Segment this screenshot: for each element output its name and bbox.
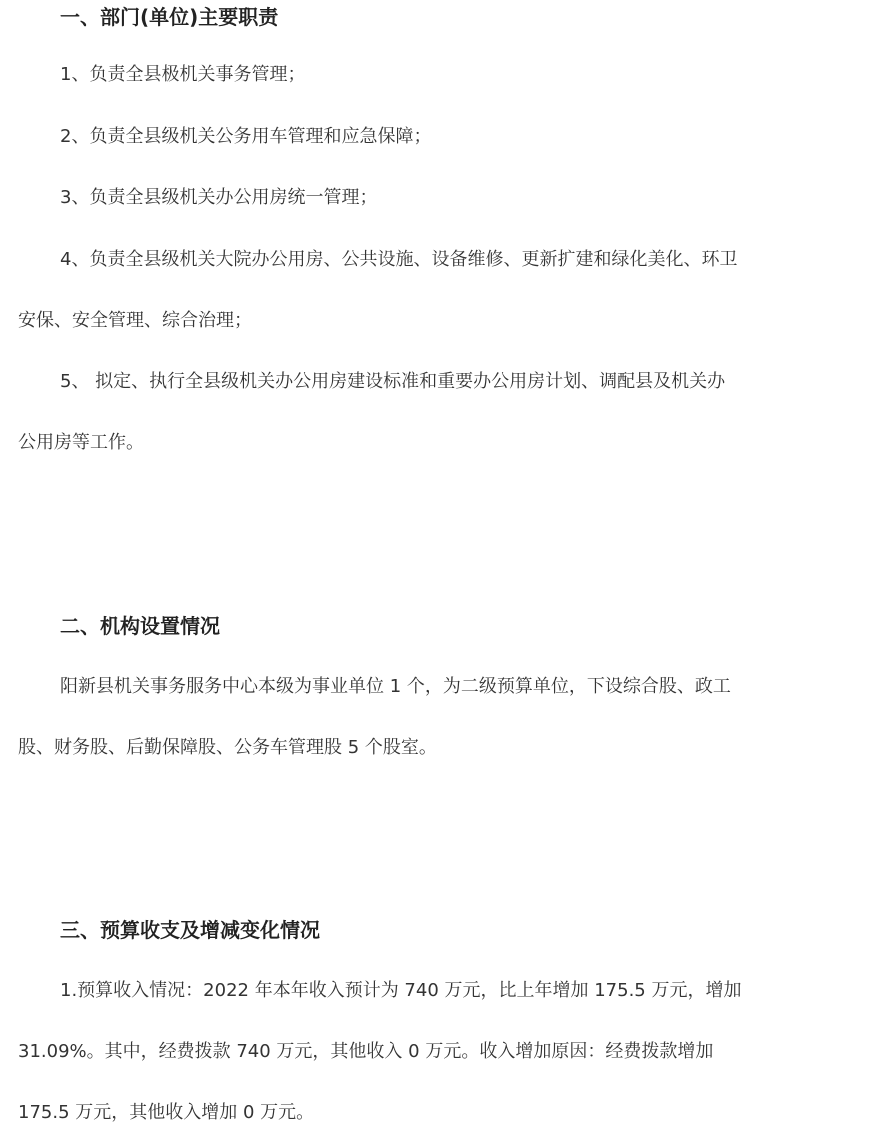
- budget-paragraph-line-2: 31.09%。其中，经费拨款 740 万元，其他收入 0 万元。收入增加原因：经费拨款增加: [18, 1041, 714, 1062]
- responsibility-item-2: 2、负责全县级机关公务用车管理和应急保障；: [60, 126, 432, 147]
- section-heading-organization: 二、机构设置情况: [60, 614, 220, 638]
- section-heading-responsibilities: 一、部门(单位)主要职责: [60, 5, 279, 29]
- budget-paragraph-line-1: 1.预算收入情况：2022 年本年收入预计为 740 万元，比上年增加 175.5 万元，增加: [60, 980, 742, 1001]
- responsibility-item-4-line-1: 4、负责全县级机关大院办公用房、公共设施、设备维修、更新扩建和绿化美化、环卫: [60, 249, 738, 270]
- responsibility-item-1: 1、负责全县极机关事务管理；: [60, 64, 306, 85]
- responsibility-item-5-line-2: 公用房等工作。: [18, 432, 144, 453]
- budget-paragraph-line-3: 175.5 万元，其他收入增加 0 万元。: [18, 1102, 315, 1123]
- organization-paragraph-line-1: 阳新县机关事务服务中心本级为事业单位 1 个，为二级预算单位，下设综合股、政工: [60, 676, 731, 697]
- section-heading-budget: 三、预算收支及增减变化情况: [60, 918, 320, 942]
- responsibility-item-5-line-1: 5、 拟定、执行全县级机关办公用房建设标准和重要办公用房计划、调配县及机关办: [60, 371, 726, 392]
- responsibility-item-4-line-2: 安保、安全管理、综合治理；: [18, 310, 252, 331]
- responsibility-item-3: 3、负责全县级机关办公用房统一管理；: [60, 187, 378, 208]
- organization-paragraph-line-2: 股、财务股、后勤保障股、公务车管理股 5 个股室。: [18, 737, 437, 758]
